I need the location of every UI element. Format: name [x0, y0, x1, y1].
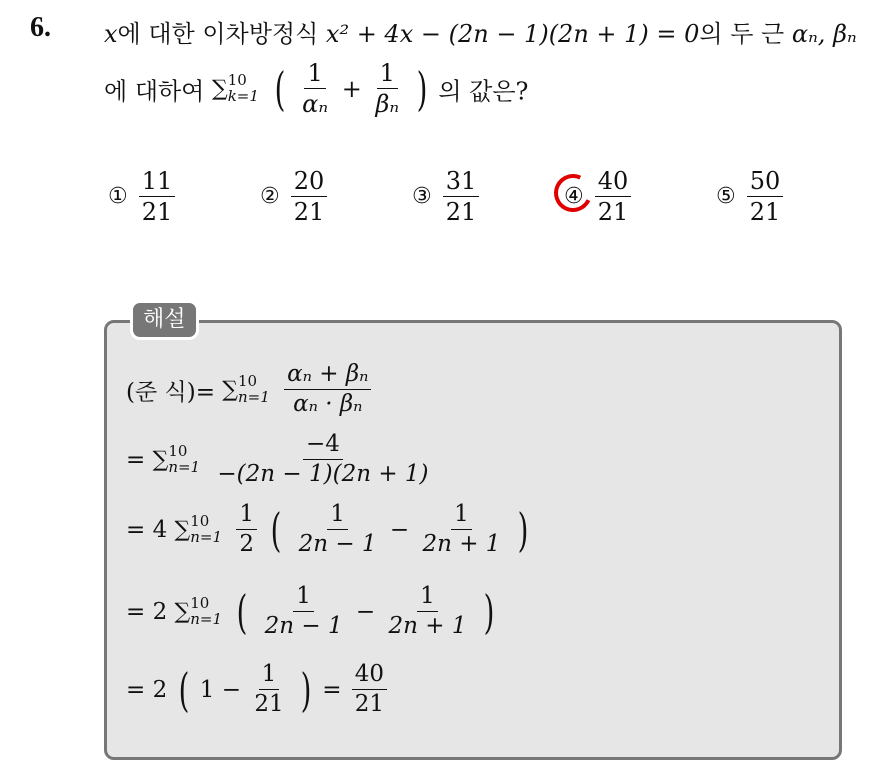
solution-label: 해설	[130, 300, 199, 340]
denominator: −(2n − 1)(2n + 1)	[217, 461, 429, 488]
denominator: 21	[354, 691, 385, 718]
denominator: 21	[293, 198, 325, 227]
sum-limits	[190, 514, 222, 546]
denominator: 2n + 1	[422, 531, 501, 558]
solution-line-1	[126, 362, 374, 418]
choice-3[interactable]	[412, 168, 482, 226]
sum-limits	[190, 596, 222, 628]
numerator: −4	[303, 432, 343, 460]
choice-fraction	[139, 168, 176, 226]
numerator: 20	[291, 168, 328, 197]
minus-sign: −	[355, 598, 376, 625]
solution-fraction	[284, 362, 371, 418]
selected-answer-mark	[549, 169, 598, 218]
sum-lower: n=1	[190, 527, 223, 546]
numerator: 31	[443, 168, 480, 197]
numerator: 11	[139, 168, 176, 197]
sum-lower: k=1	[227, 86, 259, 105]
sum-lower: n=1	[168, 457, 201, 476]
minus-sign: −	[389, 516, 410, 543]
equals: = 2	[126, 676, 168, 703]
plus-sign: +	[341, 74, 362, 103]
choice-fraction	[595, 168, 632, 226]
left-paren: (	[178, 662, 189, 717]
sum-limits	[238, 374, 270, 406]
equals: =	[322, 676, 342, 703]
equation: x² + 4x − (2n − 1)(2n + 1) = 0	[325, 20, 700, 48]
denominator: βₙ	[375, 90, 400, 119]
right-paren: )	[517, 502, 529, 557]
sum-upper: 10	[238, 372, 258, 391]
solution-line-3	[126, 502, 532, 558]
denominator: 21	[254, 691, 284, 718]
equals: = 4	[126, 516, 168, 543]
choice-fraction	[443, 168, 480, 226]
sigma-symbol: ∑	[212, 76, 228, 102]
roots: αₙ, βₙ	[791, 20, 857, 48]
numerator: 40	[352, 662, 387, 690]
result-fraction	[352, 662, 387, 718]
sum-upper: 10	[168, 442, 188, 461]
half-fraction	[236, 502, 257, 558]
sigma-symbol: ∑	[174, 599, 191, 625]
choice-5[interactable]	[716, 168, 786, 226]
choice-number: ①	[108, 184, 128, 210]
fraction-a	[296, 502, 380, 558]
fraction-21	[251, 662, 286, 718]
sum-upper: 10	[190, 594, 210, 613]
sum-lower: n=1	[190, 609, 223, 628]
numerator: 40	[595, 168, 632, 197]
solution-line-2	[126, 432, 435, 488]
fraction-b	[386, 584, 470, 640]
choice-1[interactable]	[108, 168, 178, 226]
variable-x: x	[104, 20, 118, 48]
solution-fraction	[214, 432, 431, 488]
question-text-1: 에 대한 이차방정식	[117, 20, 326, 48]
sum-upper: 10	[227, 71, 247, 90]
fraction-a	[262, 584, 346, 640]
equals: =	[126, 446, 146, 473]
fraction-alpha	[299, 60, 331, 118]
question-line-2	[104, 60, 528, 118]
sigma-symbol: ∑	[174, 517, 191, 543]
equals: = 2	[126, 598, 168, 625]
one-minus: 1 −	[199, 676, 242, 703]
right-paren: )	[416, 61, 428, 116]
choice-fraction	[747, 168, 784, 226]
choice-number: ③	[412, 184, 432, 210]
question-text-2: 의 두 근	[699, 20, 792, 48]
denominator: 2n + 1	[388, 613, 467, 640]
numerator: 1	[327, 502, 348, 530]
fraction-beta	[372, 60, 402, 118]
denominator: αₙ	[302, 90, 329, 119]
numerator: αₙ + βₙ	[284, 362, 371, 390]
sum-limits	[228, 73, 259, 105]
right-paren: )	[300, 662, 312, 717]
numerator: 1	[377, 60, 398, 89]
right-paren: )	[483, 584, 495, 639]
denominator: 21	[749, 198, 781, 227]
choice-number-text: ④	[564, 184, 584, 210]
numerator: 1	[259, 662, 280, 690]
solution-line-4	[126, 584, 498, 640]
numerator: 1	[304, 60, 325, 89]
denominator: 2n − 1	[298, 531, 377, 558]
denominator: 2n − 1	[264, 613, 343, 640]
question-line-1	[104, 14, 857, 49]
sum-upper: 10	[190, 512, 210, 531]
question-number: 6.	[30, 12, 51, 43]
fraction-b	[419, 502, 503, 558]
solution-line-5	[126, 662, 390, 718]
denominator: 21	[445, 198, 477, 227]
sum-limits	[168, 444, 200, 476]
choice-2[interactable]	[260, 168, 330, 226]
choice-4[interactable]	[564, 168, 634, 226]
choice-number: ⑤	[716, 184, 736, 210]
denominator: αₙ · βₙ	[293, 391, 363, 418]
sigma-symbol: ∑	[222, 377, 238, 403]
denominator: 21	[141, 198, 173, 227]
left-paren: (	[274, 61, 285, 116]
denominator: 2	[239, 531, 254, 558]
question-text-3: 에 대하여	[104, 77, 212, 106]
choice-fraction	[291, 168, 328, 226]
sum-lower: n=1	[238, 387, 270, 406]
choice-number: ②	[260, 184, 280, 210]
numerator: 50	[747, 168, 784, 197]
left-paren: (	[270, 502, 282, 557]
numerator: 1	[417, 584, 438, 612]
question-text-4: 의 값은?	[438, 77, 529, 106]
denominator: 21	[597, 198, 629, 227]
numerator: 1	[451, 502, 472, 530]
numerator: 1	[293, 584, 314, 612]
numerator: 1	[236, 502, 257, 530]
left-paren: (	[236, 584, 248, 639]
sigma-symbol: ∑	[152, 447, 169, 473]
solution-lhs: (준 식)=	[126, 379, 215, 406]
choice-number	[564, 184, 584, 209]
